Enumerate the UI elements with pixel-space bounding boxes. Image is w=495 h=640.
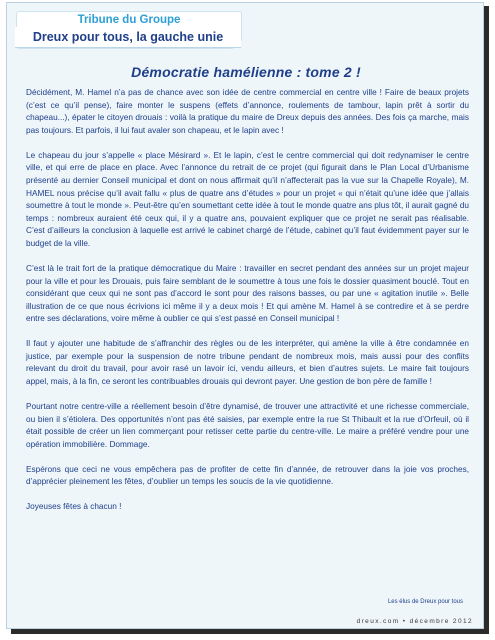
page-footer: dreux.com • décembre 2012 xyxy=(356,618,473,625)
paragraph-6: Espérons que ceci ne vous empêchera pas de profiter de cette fin d’année, de retrouver dans la joie vos proches, d’apprécier pleinement les fêtes, d’oublier un temps les soucis de la vie quotidienne. xyxy=(26,464,469,487)
signature: Les élus de Dreux pour tous xyxy=(387,599,463,605)
group-header xyxy=(16,11,242,49)
paragraph-1: Décidément, M. Hamel n’a pas de chance avec son idée de centre commercial en centre ville ! Faire de beaux projets (c’est ce qu’il pense), faire monter le suspens (effets d’annonce, roulements de tambour, lapin prêt à sortir du chapeau...), épater le citoyen drouais : voilà la pratique du maire de Dreux depuis des années. Des fois ça marche, mais pas toujours. Et parfois, il lui faut avaler son chapeau, et le lapin avec ! xyxy=(26,88,469,135)
header-kicker: Tribune du Groupe xyxy=(77,14,181,26)
article-body xyxy=(26,87,469,526)
paragraph-2: Le chapeau du jour s’appelle « place Mésirard ». Et le lapin, c’est le centre commercial qui doit redynamiser le centre ville, et qui erre de place en place. Avec l’annonce du retrait de ce projet (qui figurait dans le Plan Local d’Urbanisme présenté au dernier Conseil municipal et dont on nous affirmait qu’il n’affecterait pas la vue sur la Chapelle Royale), M. HAMEL nous précise qu’il avait fallu « plus de quatre ans d’études » pour un projet « qui n’était qu’une idée que j’allais soumettre à tout le monde ». Peut-être qu’en soumettant cette idée à tout le monde quatre ans plus tôt, il aurait gagné du temps : nombreux auraient été ceux qui, il y a quatre ans, pouvaient expliquer que ce projet ne serait pas réalisable. C’est d’ailleurs la conclusion à laquelle est arrivé le cabinet chargé de l’étude, cabinet qu’il faut évidemment payer sur le budget de la ville. xyxy=(26,150,469,248)
paragraph-5: Pourtant notre centre-ville a réellement besoin d’être dynamisé, de trouver une attractivité et une richesse commerciale, ou bien il s’étiolera. Des opportunités n’ont pas été saisies, par exemple entre la rue St Thibault et la rue d’Orfeuil, où il était possible de créer un lien commerçant pour retisser cette partie du centre-ville. Le maire a préféré vendre pour une opération immobilière. Dommage. xyxy=(26,402,469,449)
paragraph-4: Il faut y ajouter une habitude de s’affranchir des règles ou de les interpréter, qui amène la ville à être condamnée en justice, par exemple pour la suspension de notre tribune pendant de nombreux mois, mais aussi pour des conflits relevant du droit du travail, pour avoir rasé un lavoir ici, vendu ailleurs, et bien d’autres sujets. Le maire fait toujours appel, mais, à la fin, ce seront les contribuables drouais qui devront payer. Une gestion de bon père de famille ! xyxy=(26,339,469,387)
article-title: Démocratie hamélienne : tome 2 ! xyxy=(131,64,361,80)
paragraph-3: C’est là le trait fort de la pratique démocratique du Maire : travailler en secret pendant des années sur un projet majeur pour la ville et pour les Drouais, puis faire semblant de le soumettre à tous une fois le dossier quasiment bouclé. Tout en considérant que ceux qui ne sont pas d’accord le sont pour des raisons basses, ou par une « agitation inutile ». Belle illustration de ce que nous écrivions ici même il y a deux mois ! Et qui amène M. Hamel à se contredire et à se perdre entre ses déclarations, voire même à oublier ce qui s’est passé en Conseil municipal ! xyxy=(26,263,469,324)
tribune-page xyxy=(6,2,484,629)
paragraph-7: Joyeuses fêtes à chacun ! xyxy=(26,502,122,512)
header-group-name: Dreux pour tous, la gauche unie xyxy=(15,27,241,48)
